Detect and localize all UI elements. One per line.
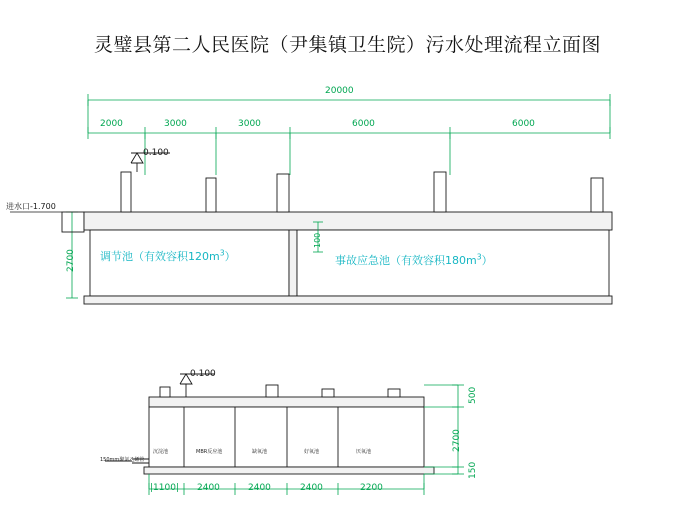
inlet-pipe-label: 150mm聚氯乙烯管 (100, 457, 145, 463)
bottom-dimension-0: |1100| (150, 483, 179, 493)
bottom-dimension-3: 2400 (300, 483, 323, 493)
right-dimension-0: 500 (468, 386, 478, 404)
cell-label-3: 好氧池 (304, 449, 320, 455)
elevation-mark-upper: 0.100 (143, 148, 169, 158)
cell-label-1: MBR反应池 (196, 449, 223, 455)
inlet-elevation-label: 进水口-1.700 (6, 202, 56, 211)
right-dimension-2: 150 (468, 461, 478, 479)
wall-thickness-dimension: 100 (313, 232, 322, 248)
bottom-dimension-1: 2400 (197, 483, 220, 493)
right-dimension-1: 2700 (452, 429, 462, 452)
pool-label-emergency: 事故应急池（有效容积$180m^3$） (335, 252, 493, 267)
cell-label-2: 缺氧池 (252, 449, 268, 455)
upper-height-dimension: 2700 (66, 249, 76, 272)
segment-dimension-3: 6000 (352, 119, 375, 129)
cell-label-0: 沉淀池 (153, 449, 169, 455)
elevation-mark-lower: 0.100 (190, 369, 216, 379)
cell-label-4: 厌氧池 (356, 449, 372, 455)
page-title: 灵璧县第二人民医院（尹集镇卫生院）污水处理流程立面图 (93, 34, 601, 56)
segment-dimension-1: 3000 (164, 119, 187, 129)
pool-label-adjust: 调节池（有效容积$120m^3$） (100, 248, 236, 263)
segment-dimension-0: 2000 (100, 119, 123, 129)
bottom-dimension-2: 2400 (248, 483, 271, 493)
segment-dimension-2: 3000 (238, 119, 261, 129)
bottom-dimension-4: 2200 (360, 483, 383, 493)
segment-dimension-4: 6000 (512, 119, 535, 129)
overall-dimension-label: 20000 (325, 86, 354, 96)
